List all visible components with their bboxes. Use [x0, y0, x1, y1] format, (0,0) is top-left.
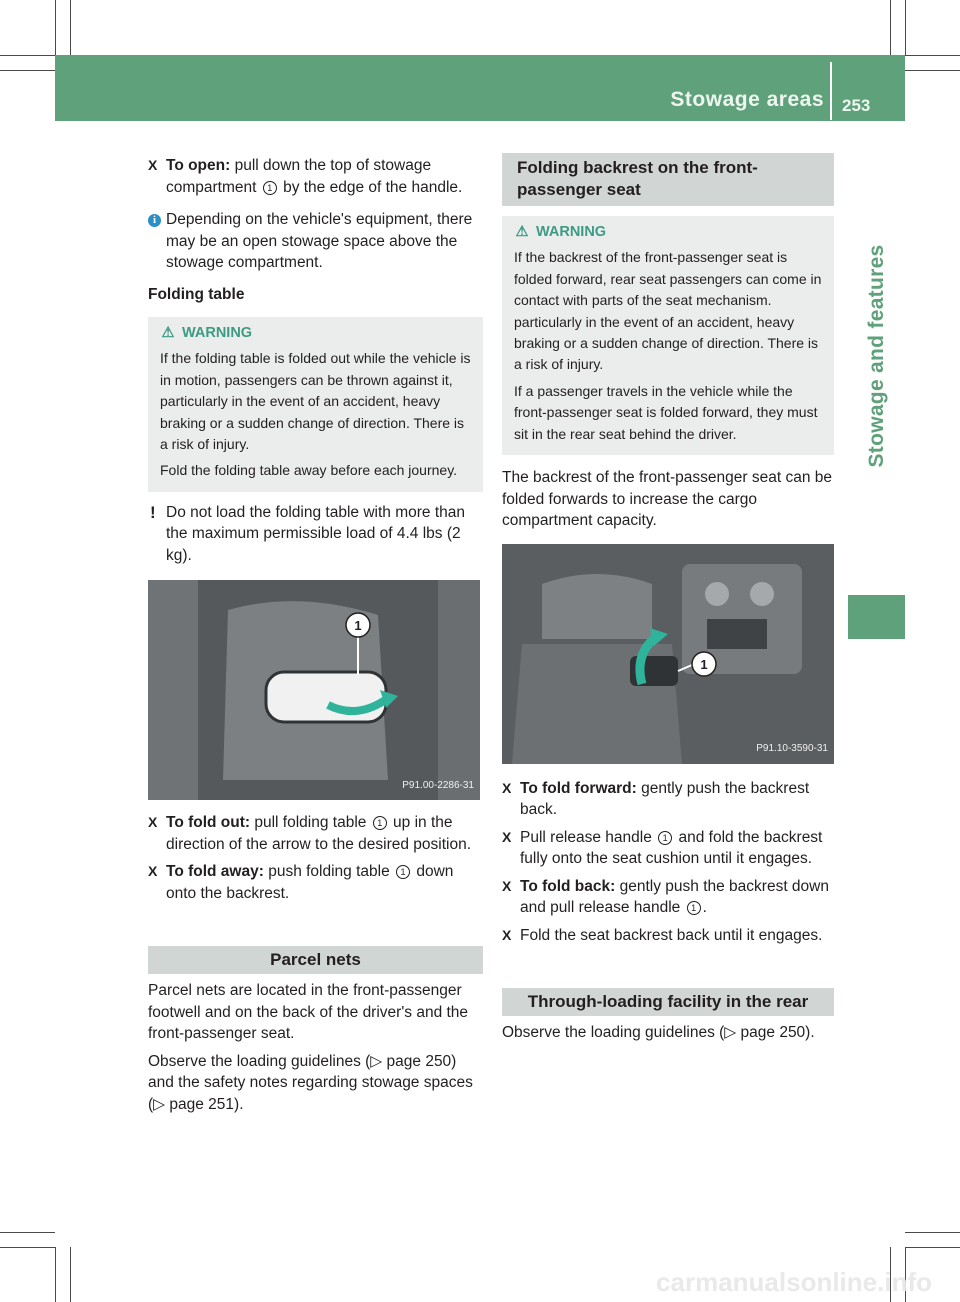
crop-mark: [55, 1247, 56, 1302]
parcel-nets-paragraph: Parcel nets are located in the front-passenger footwell and on the back of the driver's and the front-passenger seat.: [148, 982, 469, 1043]
chapter-side-tab: [848, 121, 905, 591]
svg-text:1: 1: [354, 618, 362, 634]
load-limit-note: ! Do not load the folding table with more than the maximum permissible load of 4.4 lbs (2 kg).: [150, 502, 465, 564]
warning-box-folding-table: ⚠ WARNING If the folding table is folded out while the vehicle is in motion, passengers can be thrown against it, particularly in the event of an accident, heavy braking or a sudden change of direction. There is a risk of injury. Fold the folding table away before each journey.: [148, 317, 483, 492]
svg-text:1: 1: [700, 656, 708, 672]
parcel-nets-heading-box: [148, 946, 483, 974]
page-section-title: Stowage areas: [670, 88, 824, 111]
step-marker-icon: X: [148, 814, 158, 831]
watermark: carmanualsonline.info: [656, 1267, 932, 1297]
folding-table-photo: [148, 580, 480, 800]
step-marker-icon: X: [502, 877, 512, 894]
folding-table-illustration: [148, 580, 480, 800]
crop-mark: [905, 1232, 960, 1233]
crop-mark: [890, 0, 891, 55]
crop-mark: [55, 0, 56, 55]
backrest-photo: [502, 544, 834, 764]
step-marker-icon: X: [148, 157, 158, 173]
crop-mark: [905, 70, 960, 71]
callout-1-icon: 1: [373, 816, 387, 830]
step-marker-icon: X: [502, 828, 512, 845]
pull-release-step: X Pull release handle 1 and fold the backrest fully onto the seat cushion until it engages.: [502, 828, 823, 868]
step-marker-icon: X: [148, 863, 158, 880]
callout-1-icon: 1: [687, 901, 701, 915]
crop-mark: [70, 0, 71, 55]
callout-1-icon: 1: [396, 865, 410, 879]
to-open-step: X To open: pull down the top of stowage compartment 1 by the edge of the handle.: [148, 157, 463, 196]
warning-box-backrest: ⚠ WARNING If the backrest of the front-passenger seat is folded forward, rear seat passengers can come in contact with parts of the seat mechanism. particularly in the event of an accident, heavy braking or a sudden change of direction. There is a risk of injury. If a passenger travels in the vehicle while the front-passenger seat is folded forward, they must sit in the rear seat behind the driver.: [502, 216, 834, 455]
through-loading-paragraph: Observe the loading guidelines (▷ page 250).: [502, 1024, 815, 1042]
fold-seat-back-step: X Fold the seat backrest back until it engages.: [502, 925, 834, 947]
crop-mark: [0, 70, 55, 71]
right-column: [502, 153, 834, 1044]
chapter-side-tab-label: Stowage and features: [864, 244, 888, 468]
warning-icon: ⚠: [515, 224, 529, 240]
image-code: P91.00-2286-31: [402, 779, 474, 791]
crop-mark: [905, 55, 960, 56]
crop-mark: [905, 0, 906, 55]
crop-mark: [0, 1232, 55, 1233]
fold-back-step: X To fold back: gently push the backrest down and pull release handle 1 .: [502, 877, 829, 917]
folding-table-heading: Folding table: [148, 285, 245, 303]
callout-1-icon: 1: [263, 181, 277, 195]
parcel-nets-guidelines: Observe the loading guidelines (▷ page 250) and the safety notes regarding stowage spaces (▷ page 251).: [148, 1052, 473, 1113]
backrest-intro: The backrest of the front-passenger seat can be folded forwards to increase the cargo compartment capacity.: [502, 469, 832, 530]
folding-backrest-heading: Folding backrest on the front-passenger seat: [517, 158, 758, 199]
step-marker-icon: X: [502, 926, 512, 943]
warning-icon: ⚠: [161, 325, 175, 341]
page-number: 253: [842, 96, 871, 115]
image-code: P91.10-3590-31: [756, 743, 828, 755]
through-loading-heading: Through-loading facility in the rear: [527, 992, 809, 1012]
crop-mark: [0, 55, 55, 56]
crop-mark: [905, 1247, 960, 1248]
crop-mark: [0, 1247, 55, 1248]
header-divider: [830, 62, 832, 120]
chapter-marker-block: [848, 595, 905, 639]
crop-mark: [70, 1247, 71, 1302]
fold-forward-step: X To fold forward: gently push the backrest back.: [502, 779, 810, 819]
fold-out-step: X To fold out: pull folding table 1 up in the direction of the arrow to the desired position.: [148, 814, 472, 853]
info-note: i Depending on the vehicle's equipment, there may be an open stowage space above the stowage compartment.: [148, 209, 483, 274]
fold-away-step: X To fold away: push folding table 1 down onto the backrest.: [148, 863, 454, 902]
step-marker-icon: X: [502, 779, 512, 796]
folding-backrest-heading-box: [502, 153, 834, 206]
exclamation-icon: !: [150, 502, 156, 522]
callout-1-icon: 1: [658, 831, 672, 845]
backrest-release-illustration: [502, 544, 834, 764]
info-icon: i: [148, 214, 161, 227]
through-loading-heading-box: [502, 988, 834, 1016]
parcel-nets-heading: Parcel nets: [270, 950, 361, 970]
left-column: [148, 155, 483, 1115]
